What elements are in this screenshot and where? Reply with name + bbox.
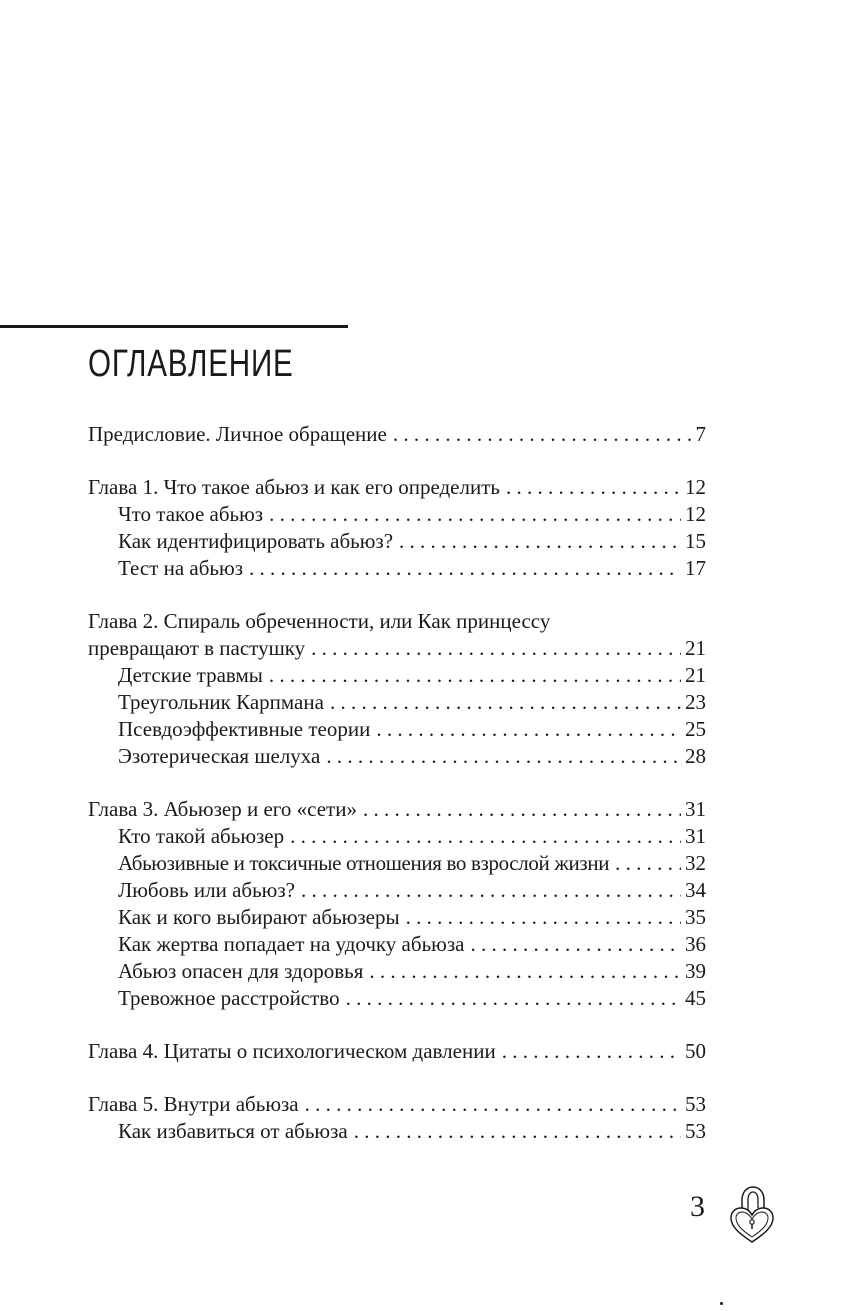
dot-leader bbox=[301, 877, 681, 904]
toc-entry-page: 7 bbox=[695, 422, 706, 446]
dot-leader bbox=[393, 421, 692, 448]
toc-group-chapter-5 bbox=[88, 1091, 706, 1145]
toc-entry-page: 28 bbox=[685, 744, 706, 768]
toc-entry-page: 53 bbox=[685, 1119, 706, 1143]
toc-subentry bbox=[88, 823, 706, 850]
dot-leader bbox=[406, 904, 681, 931]
toc-entry-title: Как избавиться от абьюза bbox=[118, 1119, 348, 1143]
toc-entry-page: 35 bbox=[685, 905, 706, 929]
toc-entry-page: 23 bbox=[685, 690, 706, 714]
toc-entry-chapter-4 bbox=[88, 1038, 706, 1065]
toc-entry-title: Глава 5. Внутри абьюза bbox=[88, 1092, 299, 1116]
toc-entry-chapter-2-line1: Глава 2. Спираль обреченности, или Как принцессу bbox=[88, 609, 551, 633]
toc-entry-page: 21 bbox=[685, 636, 706, 660]
toc-entry-title: Детские травмы bbox=[118, 663, 263, 687]
toc-entry-title: Любовь или абьюз? bbox=[118, 878, 295, 902]
toc-entry-preface bbox=[88, 421, 706, 448]
dot-leader bbox=[399, 528, 681, 555]
toc-entry-title: Абьюз опасен для здоровья bbox=[118, 959, 364, 983]
toc-subentry bbox=[88, 662, 706, 689]
toc-group-chapter-3 bbox=[88, 796, 706, 1012]
dot-leader bbox=[354, 1118, 681, 1145]
toc-entry-page: 34 bbox=[685, 878, 706, 902]
toc-subentry bbox=[88, 904, 706, 931]
toc-group-preface bbox=[88, 421, 706, 448]
page-title: ОГЛАВЛЕНИЕ bbox=[88, 343, 294, 385]
toc-entry-title: Эзотерическая шелуха bbox=[118, 744, 321, 768]
toc-entry-title: Тревожное расстройство bbox=[118, 986, 340, 1010]
toc-entry-title: Тест на абьюз bbox=[118, 556, 243, 580]
dot-leader bbox=[470, 931, 681, 958]
toc-entry-page: 36 bbox=[685, 932, 706, 956]
toc-entry-page: 45 bbox=[685, 986, 706, 1010]
toc-entry-title: Как и кого выбирают абьюзеры bbox=[118, 905, 400, 929]
toc-subentry bbox=[88, 689, 706, 716]
dot-leader bbox=[311, 635, 681, 662]
dot-leader bbox=[363, 796, 681, 823]
dot-leader bbox=[269, 662, 681, 689]
heart-lock-icon bbox=[728, 1184, 776, 1246]
toc-entry-title: Треугольник Карпмана bbox=[118, 690, 324, 714]
table-of-contents bbox=[88, 421, 706, 1171]
toc-subentry bbox=[88, 958, 706, 985]
dot-leader bbox=[330, 689, 681, 716]
toc-entry-page: 21 bbox=[685, 663, 706, 687]
toc-entry-title: Глава 3. Абьюзер и его «сети» bbox=[88, 797, 357, 821]
toc-entry-title: Предисловие. Личное обращение bbox=[88, 422, 387, 446]
dot-leader bbox=[369, 958, 681, 985]
dot-leader bbox=[506, 474, 681, 501]
toc-entry-chapter-1 bbox=[88, 474, 706, 501]
dot-leader bbox=[290, 823, 681, 850]
toc-group-chapter-1 bbox=[88, 474, 706, 582]
toc-entry-title: Псевдоэффективные теории bbox=[118, 717, 371, 741]
toc-entry-page: 17 bbox=[685, 556, 706, 580]
toc-group-chapter-2 bbox=[88, 608, 706, 770]
toc-entry-title: Что такое абьюз bbox=[118, 502, 264, 526]
toc-subentry bbox=[88, 985, 706, 1012]
dot-leader bbox=[376, 716, 681, 743]
toc-entry-page: 25 bbox=[685, 717, 706, 741]
toc-group-chapter-4 bbox=[88, 1038, 706, 1065]
toc-subentry bbox=[88, 501, 706, 528]
toc-entry-page: 53 bbox=[685, 1092, 706, 1116]
toc-entry-title: Абьюзивные и токсичные отношения во взрослой жизни bbox=[118, 851, 610, 875]
page-number: 3 bbox=[690, 1190, 705, 1223]
toc-entry-chapter-2 bbox=[88, 635, 706, 662]
toc-subentry bbox=[88, 716, 706, 743]
toc-entry-page: 31 bbox=[685, 824, 706, 848]
toc-subentry bbox=[88, 1118, 706, 1145]
toc-entry-title: Как жертва попадает на удочку абьюза bbox=[118, 932, 465, 956]
toc-entry-title: Глава 4. Цитаты о психологическом давлении bbox=[88, 1039, 496, 1063]
toc-subentry bbox=[88, 743, 706, 770]
toc-entry-chapter-5 bbox=[88, 1091, 706, 1118]
dot-leader bbox=[269, 501, 681, 528]
toc-entry-page: 32 bbox=[685, 851, 706, 875]
toc-entry-page: 39 bbox=[685, 959, 706, 983]
toc-subentry bbox=[88, 528, 706, 555]
toc-entry-chapter-3 bbox=[88, 796, 706, 823]
dot-leader bbox=[502, 1038, 681, 1065]
toc-subentry bbox=[88, 555, 706, 582]
toc-subentry bbox=[88, 850, 706, 877]
dot-leader bbox=[346, 985, 681, 1012]
toc-entry-page: 50 bbox=[685, 1039, 706, 1063]
toc-entry-title: превращают в пастушку bbox=[88, 636, 306, 660]
toc-subentry bbox=[88, 931, 706, 958]
dot-leader bbox=[249, 555, 681, 582]
dot-leader bbox=[615, 850, 681, 877]
toc-entry-page: 15 bbox=[685, 529, 706, 553]
toc-entry-page: 12 bbox=[685, 475, 706, 499]
dot-leader bbox=[326, 743, 681, 770]
toc-entry-page: 12 bbox=[685, 502, 706, 526]
toc-entry-title: Глава 1. Что такое абьюз и как его определить bbox=[88, 475, 500, 499]
toc-subentry bbox=[88, 877, 706, 904]
top-rule bbox=[0, 325, 348, 328]
toc-entry-title: Кто такой абьюзер bbox=[118, 824, 285, 848]
toc-entry-title: Как идентифицировать абьюз? bbox=[118, 529, 394, 553]
dot-leader bbox=[305, 1091, 681, 1118]
corner-mark bbox=[720, 1302, 723, 1305]
toc-entry-page: 31 bbox=[685, 797, 706, 821]
